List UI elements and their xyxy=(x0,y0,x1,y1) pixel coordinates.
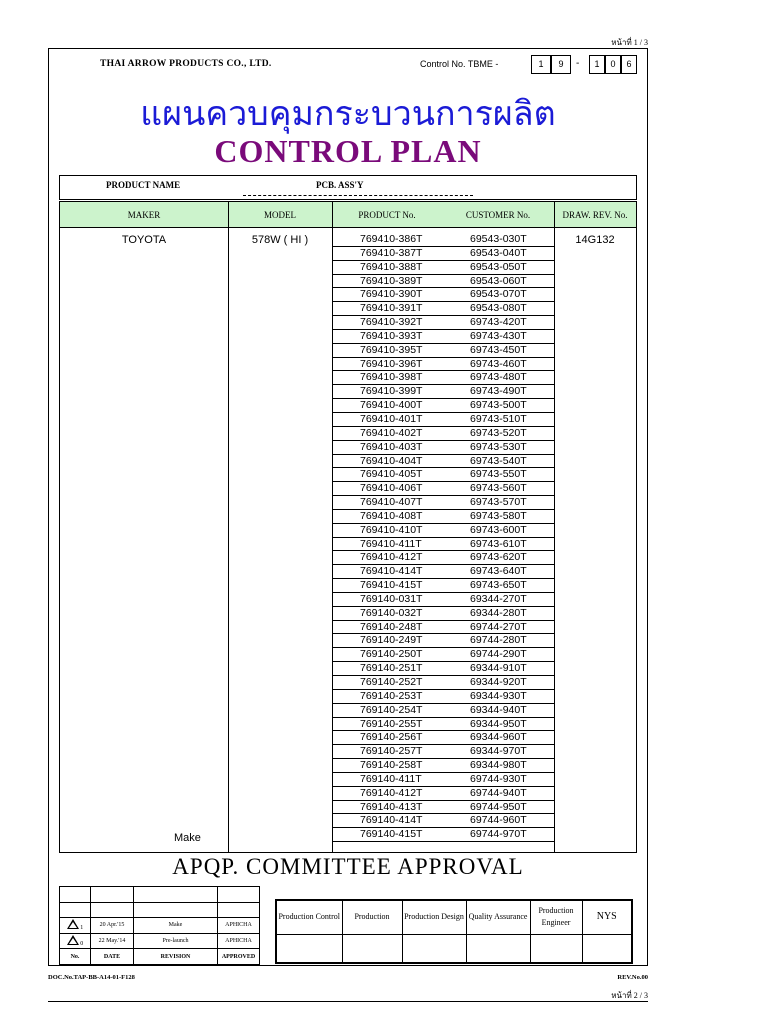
customer-no-cell: 69344-960T xyxy=(470,731,527,744)
table-row xyxy=(332,399,554,413)
customer-no-cell: 69743-570T xyxy=(470,496,527,509)
signature-cell xyxy=(342,934,402,963)
table-row xyxy=(332,455,554,469)
revision-desc: Make xyxy=(134,918,218,934)
product-no-cell: 769140-250T xyxy=(360,648,423,661)
product-no-cell: 769140-254T xyxy=(360,703,423,716)
product-no-cell: 769410-412T xyxy=(360,551,423,564)
table-row xyxy=(332,538,554,552)
document-number: DOC.No.TAP-BB-A14-01-F128 xyxy=(48,974,135,981)
product-no-cell: 769410-407T xyxy=(360,496,423,509)
page-number-top: หน้าที่ 1 / 3 xyxy=(611,38,648,47)
table-row xyxy=(332,330,554,344)
table-row xyxy=(332,814,554,828)
product-table xyxy=(59,201,637,853)
customer-no-cell: 69344-270T xyxy=(470,592,527,605)
table-row xyxy=(332,371,554,385)
product-no-cell: 769140-257T xyxy=(360,745,423,758)
revision-number: REV.No.00 xyxy=(617,974,648,981)
product-no-cell: 769140-414T xyxy=(360,814,423,827)
approval-label-row xyxy=(276,900,632,934)
make-label: Make xyxy=(174,832,201,844)
customer-no-cell: 69743-510T xyxy=(470,412,527,425)
customer-no-cell: 69743-620T xyxy=(470,551,527,564)
product-no-cell: 769410-402T xyxy=(360,426,423,439)
product-no-cell: 769410-395T xyxy=(360,343,423,356)
product-no-cell: 769410-392T xyxy=(360,316,423,329)
product-no-cell: 769410-393T xyxy=(360,329,423,342)
signature-cell xyxy=(530,934,582,963)
customer-no-cell: 69743-460T xyxy=(470,357,527,370)
revision-date: 22 May.'14 xyxy=(91,933,134,949)
product-no-cell: 769410-403T xyxy=(360,440,423,453)
draw-rev-value: 14G132 xyxy=(575,234,615,246)
customer-no-cell: 69743-530T xyxy=(470,440,527,453)
approval-column: Production Engineer xyxy=(530,900,582,934)
table-row xyxy=(332,247,554,261)
customer-no-cell: 69743-490T xyxy=(470,385,527,398)
product-no-cell: 769140-248T xyxy=(360,620,423,633)
control-digit: 0 xyxy=(605,55,621,74)
product-no-cell: 769410-387T xyxy=(360,246,423,259)
table-row xyxy=(332,579,554,593)
approval-signature-row xyxy=(276,934,632,963)
table-row xyxy=(332,704,554,718)
table-row xyxy=(60,933,260,949)
product-no-cell: 769410-414T xyxy=(360,565,423,578)
table-row xyxy=(332,662,554,676)
table-row xyxy=(332,316,554,330)
product-no-cell: 769410-389T xyxy=(360,274,423,287)
table-row xyxy=(332,275,554,289)
approval-column: Quality Assurance xyxy=(466,900,530,934)
revision-header-row: No. DATE REVISION APPROVED xyxy=(60,949,260,965)
approval-title: APQP. COMMITTEE APPROVAL xyxy=(172,854,524,879)
customer-no-cell: 69743-480T xyxy=(470,371,527,384)
customer-no-cell: 69344-950T xyxy=(470,717,527,730)
product-no-cell: 769410-411T xyxy=(360,537,422,550)
column-divider xyxy=(554,202,555,852)
customer-no-cell: 69543-070T xyxy=(470,288,527,301)
customer-no-cell: 69344-920T xyxy=(470,676,527,688)
signature-cell xyxy=(402,934,466,963)
table-row xyxy=(332,441,554,455)
table-row xyxy=(332,385,554,399)
customer-no-cell: 69344-980T xyxy=(470,759,527,772)
approval-column: Production Design xyxy=(402,900,466,934)
product-no-cell: 769140-413T xyxy=(360,800,423,813)
table-row xyxy=(332,801,554,815)
customer-no-cell: 69743-650T xyxy=(470,579,527,592)
customer-no-cell: 69744-930T xyxy=(470,772,527,785)
product-no-cell: 769140-255T xyxy=(360,717,423,730)
customer-no-cell: 69543-060T xyxy=(470,274,527,287)
customer-no-cell: 69344-280T xyxy=(470,606,527,619)
table-row xyxy=(332,565,554,579)
product-no-cell: 769410-406T xyxy=(360,482,423,495)
customer-no-cell: 69743-520T xyxy=(470,426,527,439)
approval-column: Production Control xyxy=(276,900,342,934)
table-row xyxy=(332,344,554,358)
product-no-cell: 769410-404T xyxy=(360,454,423,467)
customer-no-cell: 69743-560T xyxy=(470,482,527,495)
table-row xyxy=(332,676,554,690)
customer-no-cell: 69344-970T xyxy=(470,745,527,758)
product-no-cell: 769140-256T xyxy=(360,731,423,744)
table-row xyxy=(332,468,554,482)
customer-no-cell: 69743-540T xyxy=(470,454,527,467)
product-no-cell: 769140-258T xyxy=(360,759,423,772)
product-no-cell: 769410-415T xyxy=(360,579,423,592)
customer-no-cell: 69743-640T xyxy=(470,565,527,578)
customer-no-cell: 69744-960T xyxy=(470,814,527,827)
table-row xyxy=(332,510,554,524)
customer-no-cell: 69744-280T xyxy=(470,634,527,647)
table-row xyxy=(332,828,554,842)
customer-no-cell: 69344-930T xyxy=(470,689,527,702)
product-no-cell: 769410-386T xyxy=(360,233,423,245)
table-row xyxy=(332,524,554,538)
revision-table xyxy=(59,886,260,965)
table-row xyxy=(332,731,554,745)
column-divider xyxy=(228,202,229,852)
customer-no-cell: 69543-040T xyxy=(470,246,527,259)
table-row xyxy=(332,648,554,662)
table-row xyxy=(332,261,554,275)
control-number-label: Control No. TBME - xyxy=(420,59,499,69)
revision-no: 0 xyxy=(60,933,91,949)
table-row xyxy=(332,759,554,773)
table-row xyxy=(332,773,554,787)
product-no-cell: 769410-396T xyxy=(360,357,423,370)
table-row xyxy=(332,413,554,427)
table-header xyxy=(60,202,636,228)
revision-no: 1 xyxy=(60,918,91,934)
revision-date: 20 Apr.'15 xyxy=(91,918,134,934)
revision-desc: Pre-launch xyxy=(134,933,218,949)
table-row xyxy=(332,482,554,496)
table-row xyxy=(332,634,554,648)
table-row xyxy=(332,551,554,565)
customer-no-cell: 69543-080T xyxy=(470,302,527,315)
product-no-cell: 769410-390T xyxy=(360,288,423,301)
table-row xyxy=(332,718,554,732)
product-no-cell: 769410-410T xyxy=(360,523,423,536)
product-no-cell: 769410-405T xyxy=(360,468,423,481)
customer-no-cell: 69743-450T xyxy=(470,343,527,356)
table-row xyxy=(332,690,554,704)
model-value: 578W ( HI ) xyxy=(251,234,309,246)
customer-no-cell: 69743-430T xyxy=(470,329,527,342)
table-row xyxy=(332,302,554,316)
product-no-cell: 769140-251T xyxy=(360,662,423,675)
table-row xyxy=(332,233,554,247)
customer-no-cell: 69744-270T xyxy=(470,620,527,633)
customer-no-cell: 69743-580T xyxy=(470,509,527,522)
product-no-cell: 769410-398T xyxy=(360,371,423,384)
product-name-label: PRODUCT NAME xyxy=(106,180,181,190)
customer-no-cell: 69743-600T xyxy=(470,523,527,536)
product-no-cell: 769410-408T xyxy=(360,509,423,522)
page-number-bottom: หน้าที่ 2 / 3 xyxy=(611,991,648,1000)
table-row xyxy=(332,288,554,302)
product-no-cell: 769410-400T xyxy=(360,399,423,412)
product-no-cell: 769140-032T xyxy=(360,606,423,619)
customer-no-cell: 69744-950T xyxy=(470,800,527,813)
customer-no-cell: 69744-940T xyxy=(470,786,527,799)
table-row xyxy=(332,427,554,441)
part-number-list xyxy=(332,233,554,842)
control-digit: 6 xyxy=(621,55,637,74)
table-row xyxy=(332,496,554,510)
product-name-value: PCB. ASS'Y xyxy=(316,180,364,190)
table-row xyxy=(332,745,554,759)
control-digit-separator: - xyxy=(576,58,580,69)
customer-no-cell: 69744-290T xyxy=(470,648,527,661)
customer-no-cell: 69744-970T xyxy=(470,828,527,841)
header-model: MODEL xyxy=(264,210,296,220)
revision-approved: APHICHA xyxy=(218,933,260,949)
revision-triangle-icon xyxy=(67,935,79,945)
product-no-cell: 769410-401T xyxy=(360,412,423,425)
product-no-cell: 769140-249T xyxy=(360,634,423,647)
header-draw-rev: DRAW. REV. No. xyxy=(562,210,628,220)
revision-approved: APHICHA xyxy=(218,918,260,934)
product-no-cell: 769140-253T xyxy=(360,689,423,702)
document-title-thai: แผนควบคุมกระบวนการผลิต xyxy=(140,94,556,134)
product-no-cell: 769410-388T xyxy=(360,260,423,273)
control-digit: 1 xyxy=(531,55,551,74)
product-name-row xyxy=(59,175,637,200)
product-no-cell: 769140-031T xyxy=(360,592,423,605)
signature-cell xyxy=(276,934,342,963)
header-product-no: PRODUCT No. xyxy=(358,210,416,220)
product-no-cell: 769410-391T xyxy=(360,302,423,315)
maker-value: TOYOTA xyxy=(121,234,167,246)
approval-column: Production xyxy=(342,900,402,934)
control-digit: 9 xyxy=(551,55,571,74)
product-no-cell: 769140-252T xyxy=(360,676,423,688)
control-digit: 1 xyxy=(589,55,605,74)
table-row xyxy=(332,607,554,621)
customer-no-cell: 69743-500T xyxy=(470,399,527,412)
header-maker: MAKER xyxy=(127,210,161,220)
customer-no-cell: 69344-910T xyxy=(470,662,527,675)
table-row xyxy=(332,358,554,372)
product-no-cell: 769410-399T xyxy=(360,385,423,398)
product-name-underline xyxy=(243,195,473,196)
customer-no-cell: 69344-940T xyxy=(470,703,527,716)
company-name: THAI ARROW PRODUCTS CO., LTD. xyxy=(100,59,272,69)
product-no-cell: 769140-415T xyxy=(360,828,423,841)
page-divider xyxy=(48,1001,648,1002)
table-row xyxy=(332,621,554,635)
document-title: CONTROL PLAN xyxy=(214,133,482,169)
signature-cell xyxy=(466,934,530,963)
product-no-cell: 769140-411T xyxy=(360,772,422,785)
table-row xyxy=(60,918,260,934)
header-customer-no: CUSTOMER No. xyxy=(465,210,531,220)
signature-cell xyxy=(582,934,632,963)
customer-no-cell: 69543-050T xyxy=(470,260,527,273)
table-row xyxy=(332,593,554,607)
table-row xyxy=(332,787,554,801)
customer-no-cell: 69743-550T xyxy=(470,468,527,481)
customer-no-cell: 69743-420T xyxy=(470,316,527,329)
product-no-cell: 769140-412T xyxy=(360,786,423,799)
approval-column: NYS xyxy=(582,900,632,934)
approval-table xyxy=(275,899,633,964)
customer-no-cell: 69743-610T xyxy=(470,537,527,550)
revision-triangle-icon xyxy=(67,919,79,929)
customer-no-cell: 69543-030T xyxy=(470,233,527,245)
